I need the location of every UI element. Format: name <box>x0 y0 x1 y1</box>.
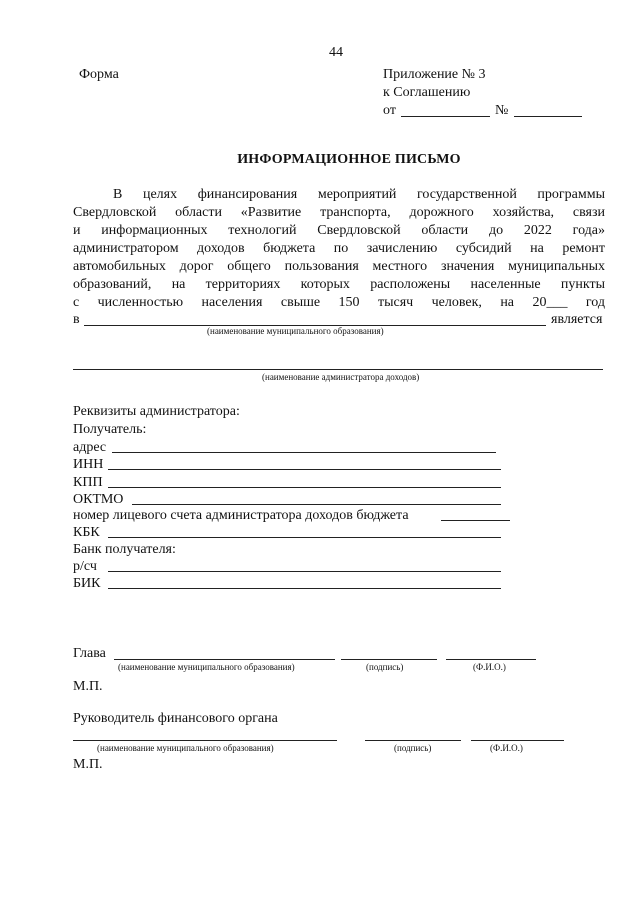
head-fio-field[interactable] <box>446 659 536 660</box>
finance-signature-field[interactable] <box>365 740 461 741</box>
caption-municipality: (наименование муниципального образования) <box>207 326 384 336</box>
recipient-label: Получатель: <box>73 422 147 437</box>
requisites-heading: Реквизиты администратора: <box>73 404 240 419</box>
bank-label: Банк получателя: <box>73 542 176 557</box>
head-municipality-field[interactable] <box>114 659 335 660</box>
appendix-line2: к Соглашению <box>383 85 471 100</box>
appendix-num-label: № <box>495 103 509 118</box>
document-title: ИНФОРМАЦИОННОЕ ПИСЬМО <box>237 152 461 167</box>
bik-field[interactable] <box>108 588 501 589</box>
paragraph-line: с численностью населения свыше 150 тысяч человек, на 20___ год <box>73 295 605 310</box>
finance-head-label: Руководитель финансового органа <box>73 711 278 726</box>
page-number: 44 <box>329 45 343 60</box>
finance-fio-field[interactable] <box>471 740 564 741</box>
oktmo-field[interactable] <box>132 504 501 505</box>
account-label: номер лицевого счета администратора доходов бюджета <box>73 508 409 523</box>
bik-label: БИК <box>73 576 101 591</box>
rs-field[interactable] <box>108 571 501 572</box>
address-field[interactable] <box>112 452 496 453</box>
head-caption-fio: (Ф.И.О.) <box>473 662 506 672</box>
kbk-field[interactable] <box>108 537 501 538</box>
appendix-date-field[interactable] <box>401 116 490 117</box>
finance-caption-signature: (подпись) <box>394 743 432 753</box>
finance-caption-municipality: (наименование муниципального образования) <box>97 743 274 753</box>
paragraph-line: администратором доходов бюджета по зачислению субсидий на ремонт <box>73 241 605 256</box>
rs-label: р/сч <box>73 559 97 574</box>
head-signature-field[interactable] <box>341 659 437 660</box>
is-label: является <box>551 312 603 327</box>
appendix-number-field[interactable] <box>514 116 582 117</box>
finance-stamp-label: М.П. <box>73 757 103 772</box>
paragraph-line: и информационных технологий Свердловской области до 2022 года» <box>73 223 605 238</box>
finance-municipality-field[interactable] <box>73 740 337 741</box>
kbk-label: КБК <box>73 525 100 540</box>
appendix-line1: Приложение № 3 <box>383 67 486 82</box>
head-stamp-label: М.П. <box>73 679 103 694</box>
paragraph-line: образований, на территориях которых расположены населенные пункты <box>73 277 605 292</box>
inn-label: ИНН <box>73 457 104 472</box>
paragraph-line: Свердловской области «Развитие транспорта, дорожного хозяйства, связи <box>73 205 605 220</box>
appendix-from-label: от <box>383 103 396 118</box>
main-paragraph <box>73 186 605 312</box>
head-caption-signature: (подпись) <box>366 662 404 672</box>
account-field[interactable] <box>441 520 510 521</box>
kpp-label: КПП <box>73 475 103 490</box>
head-caption-municipality: (наименование муниципального образования) <box>118 662 295 672</box>
paragraph-line: В целях финансирования мероприятий государственной программы <box>113 187 605 202</box>
caption-admin: (наименование администратора доходов) <box>262 372 420 382</box>
paragraph-line: автомобильных дорог общего пользования местного значения муниципальных <box>73 259 605 274</box>
finance-caption-fio: (Ф.И.О.) <box>490 743 523 753</box>
head-label: Глава <box>73 646 106 661</box>
inn-field[interactable] <box>108 469 501 470</box>
in-label: в <box>73 312 80 327</box>
oktmo-label: ОКТМО <box>73 492 124 507</box>
form-label: Форма <box>79 67 119 82</box>
kpp-field[interactable] <box>108 487 501 488</box>
admin-name-field[interactable] <box>73 369 603 370</box>
address-label: адрес <box>73 440 107 455</box>
